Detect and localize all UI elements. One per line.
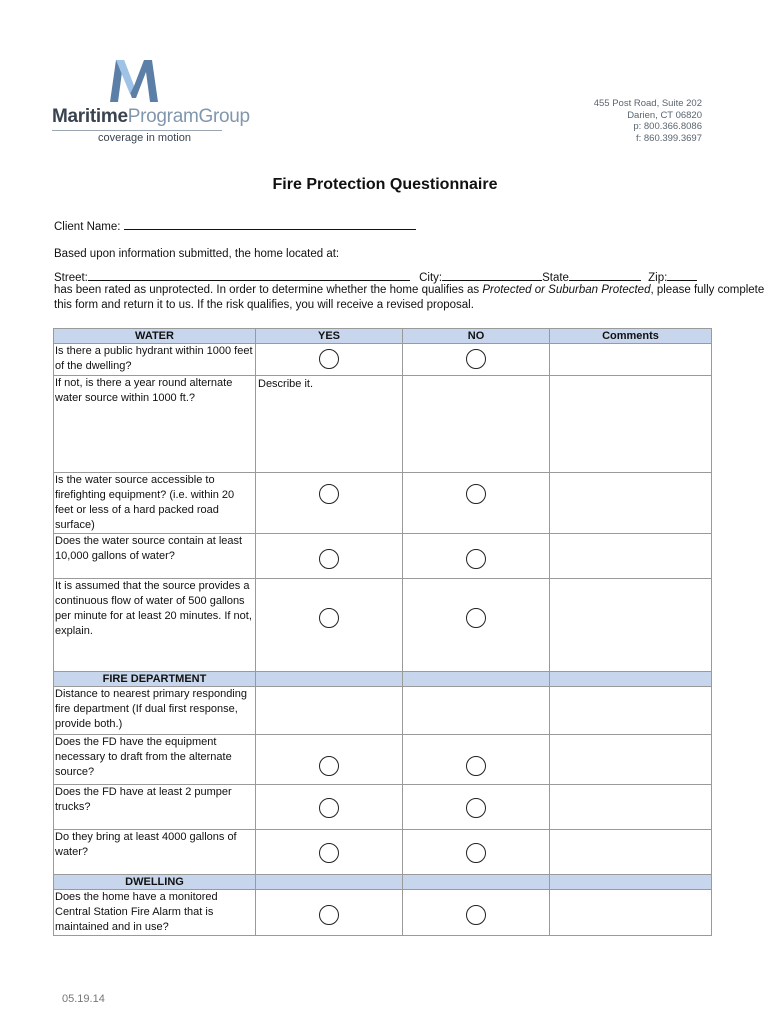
table-row — [54, 830, 712, 875]
no-radio[interactable] — [466, 349, 486, 369]
comments-cell[interactable] — [550, 785, 712, 830]
comments-cell[interactable] — [550, 830, 712, 875]
question-text: Distance to nearest primary responding fire department (If dual first response, provide both.) — [54, 687, 256, 735]
logo-divider — [52, 130, 222, 131]
form-date: 05.19.14 — [62, 993, 105, 1005]
yes-radio[interactable] — [319, 484, 339, 504]
empty-cell[interactable] — [403, 376, 550, 473]
no-cell — [403, 890, 550, 936]
zip-label: Zip: — [648, 272, 668, 284]
no-radio[interactable] — [466, 843, 486, 863]
no-cell — [403, 534, 550, 579]
table-row — [54, 579, 712, 672]
address-row — [54, 269, 697, 284]
yes-cell — [256, 735, 403, 785]
table-row — [54, 687, 712, 735]
no-cell — [403, 579, 550, 672]
yes-header: YES — [256, 329, 403, 344]
yes-radio[interactable] — [319, 756, 339, 776]
section-header-row — [54, 875, 712, 890]
no-radio[interactable] — [466, 756, 486, 776]
client-name-label: Client Name: — [54, 221, 121, 233]
question-text: Does the water source contain at least 10,000 gallons of water? — [54, 534, 256, 579]
yes-cell — [256, 534, 403, 579]
no-radio[interactable] — [466, 798, 486, 818]
comments-header: Comments — [550, 329, 712, 344]
question-text: Is the water source accessible to firefighting equipment? (i.e. within 20 feet or less of a hard packed road surface) — [54, 473, 256, 534]
comments-cell[interactable] — [550, 579, 712, 672]
no-cell — [403, 473, 550, 534]
yes-radio[interactable] — [319, 798, 339, 818]
question-text: Does the FD have at least 2 pumper trucks? — [54, 785, 256, 830]
street-field[interactable] — [88, 269, 410, 281]
table-row — [54, 473, 712, 534]
company-logo — [52, 58, 252, 148]
table-row — [54, 376, 712, 473]
comments-cell[interactable] — [550, 376, 712, 473]
empty-cell[interactable] — [256, 687, 403, 735]
yes-cell — [256, 579, 403, 672]
comments-cell[interactable] — [550, 687, 712, 735]
instructions-line-1: has been rated as unprotected. In order to determine whether the home qualifies as Protected or Suburban Protected, please fully complete — [54, 284, 765, 296]
section-header-fill — [550, 672, 712, 687]
no-radio[interactable] — [466, 608, 486, 628]
city-label: City: — [419, 272, 443, 284]
city-field[interactable] — [442, 269, 542, 281]
fax-line: f: 860.399.3697 — [635, 132, 702, 144]
state-label: State — [542, 272, 569, 284]
yes-radio[interactable] — [319, 349, 339, 369]
comments-cell[interactable] — [550, 473, 712, 534]
no-radio[interactable] — [466, 549, 486, 569]
instructions-line-2: this form and return it to us. If the risk qualifies, you will receive a revised proposal. — [54, 299, 474, 311]
table-row — [54, 735, 712, 785]
phone-line: p: 800.366.8086 — [633, 121, 702, 132]
street-label: Street: — [54, 272, 88, 284]
no-radio[interactable] — [466, 905, 486, 925]
yes-radio[interactable] — [319, 905, 339, 925]
no-radio[interactable] — [466, 484, 486, 504]
describe-cell[interactable]: Describe it. — [256, 376, 403, 473]
water-header: WATER — [54, 329, 256, 344]
section-header-fill — [256, 672, 403, 687]
page-title: Fire Protection Questionnaire — [272, 176, 498, 193]
section-header-fill — [403, 672, 550, 687]
question-text: Does the home have a monitored Central Station Fire Alarm that is maintained and in use? — [54, 890, 256, 936]
fire-department-header: FIRE DEPARTMENT — [54, 672, 256, 687]
no-cell — [403, 344, 550, 376]
yes-cell — [256, 890, 403, 936]
table-row — [54, 890, 712, 936]
no-cell — [403, 735, 550, 785]
yes-radio[interactable] — [319, 843, 339, 863]
tagline: coverage in motion — [98, 132, 191, 144]
client-name-row — [54, 218, 416, 233]
yes-cell — [256, 473, 403, 534]
dwelling-header: DWELLING — [54, 875, 256, 890]
question-text: Does the FD have the equipment necessary to draft from the alternate source? — [54, 735, 256, 785]
comments-cell[interactable] — [550, 890, 712, 936]
question-text: Is there a public hydrant within 1000 feet of the dwelling? — [54, 344, 256, 376]
no-cell — [403, 785, 550, 830]
m-logo-icon — [108, 58, 160, 104]
section-header-fill — [550, 875, 712, 890]
questionnaire-table — [53, 328, 712, 936]
table-row — [54, 534, 712, 579]
state-field[interactable] — [569, 269, 641, 281]
question-text: If not, is there a year round alternate water source within 1000 ft.? — [54, 376, 256, 473]
section-header-fill — [403, 875, 550, 890]
comments-cell[interactable] — [550, 735, 712, 785]
no-header: NO — [403, 329, 550, 344]
brand-name: MaritimeProgramGroup — [52, 106, 250, 127]
protected-emphasis: Protected or Suburban Protected — [482, 284, 651, 296]
zip-field[interactable] — [667, 269, 697, 281]
empty-cell[interactable] — [403, 687, 550, 735]
section-header-fill — [256, 875, 403, 890]
address-line: 455 Post Road, Suite 202 — [593, 98, 702, 109]
yes-cell — [256, 344, 403, 376]
yes-cell — [256, 785, 403, 830]
company-address — [594, 98, 702, 144]
yes-radio[interactable] — [319, 549, 339, 569]
table-row — [54, 344, 712, 376]
comments-cell[interactable] — [550, 534, 712, 579]
table-header-row — [54, 329, 712, 344]
client-name-field[interactable] — [124, 218, 416, 230]
table-row — [54, 785, 712, 830]
no-cell — [403, 830, 550, 875]
based-upon-text: Based upon information submitted, the home located at: — [54, 248, 340, 260]
address-line: Darien, CT 06820 — [627, 109, 702, 121]
yes-radio[interactable] — [319, 608, 339, 628]
question-text: It is assumed that the source provides a continuous flow of water of 500 gallons per minute for at least 20 minutes. If not, explain. — [54, 579, 256, 672]
yes-cell — [256, 830, 403, 875]
question-text: Do they bring at least 4000 gallons of water? — [54, 830, 256, 875]
comments-cell[interactable] — [550, 344, 712, 376]
section-header-row — [54, 672, 712, 687]
